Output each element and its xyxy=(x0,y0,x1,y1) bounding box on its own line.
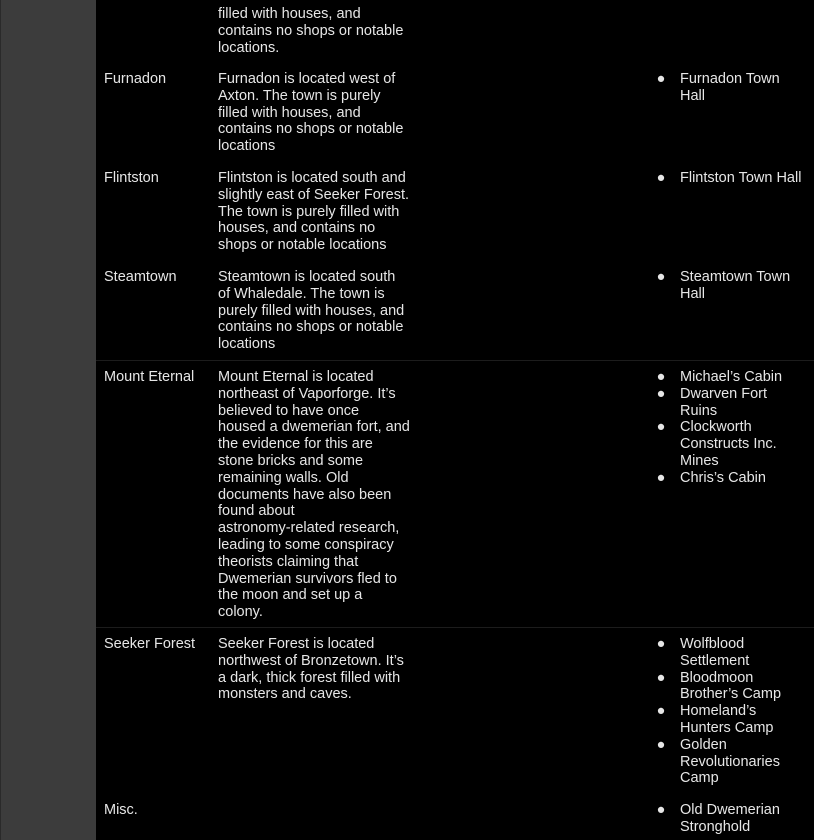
row-description xyxy=(218,636,418,703)
location-text: Wolfblood xyxy=(680,636,745,652)
description-line: monsters and caves. xyxy=(218,686,352,703)
list-item xyxy=(656,269,814,303)
description-line: Flintston is located south and xyxy=(218,170,406,186)
location-text: Michael’s Cabin xyxy=(680,369,783,385)
left-margin-strip xyxy=(0,0,97,840)
table-row-flintston xyxy=(96,160,814,260)
description-line: of Whaledale. The town is xyxy=(218,285,385,302)
description-line: purely filled with houses, and xyxy=(218,302,405,319)
list-item xyxy=(656,670,814,704)
bullet-icon: ● xyxy=(656,269,666,285)
description-line: locations xyxy=(218,138,276,155)
description-line: slightly east of Seeker Forest. xyxy=(218,186,409,203)
location-list xyxy=(656,269,814,303)
list-item xyxy=(656,170,814,187)
description-line: remaining walls. Old xyxy=(218,469,349,486)
location-list xyxy=(656,636,814,787)
list-item xyxy=(656,703,814,737)
description-line: astronomy-related research, xyxy=(218,520,400,537)
location-text: Homeland’s xyxy=(680,703,757,720)
description-line: Mount Eternal is located xyxy=(218,369,374,385)
location-text: Constructs Inc. xyxy=(680,436,777,453)
list-item xyxy=(656,470,814,487)
location-text: Revolutionaries xyxy=(680,753,780,770)
location-text: Settlement xyxy=(680,652,750,669)
description-line: northeast of Vaporforge. It’s xyxy=(218,385,396,402)
description-line: Axton. The town is purely xyxy=(218,87,381,104)
location-text: Brother’s Camp xyxy=(680,686,782,703)
description-line: The town is purely filled with xyxy=(218,203,400,220)
bullet-icon: ● xyxy=(656,419,666,436)
table-row-misc xyxy=(96,794,814,840)
bullet-icon: ● xyxy=(656,669,666,686)
row-description xyxy=(218,369,418,621)
location-text: Stronghold xyxy=(680,818,751,835)
row-description xyxy=(218,71,418,155)
bullet-icon: ● xyxy=(656,703,666,720)
description-line: locations xyxy=(218,336,276,353)
description-line: houses, and contains no xyxy=(218,220,376,237)
list-item xyxy=(656,369,814,386)
document-table xyxy=(96,0,814,840)
description-line: believed to have once xyxy=(218,402,360,419)
location-text: Hunters Camp xyxy=(680,719,774,736)
location-list xyxy=(656,170,814,187)
bullet-icon: ● xyxy=(656,170,666,186)
description-line: the evidence for this are xyxy=(218,436,373,453)
description-line: filled with houses, and xyxy=(218,6,361,22)
description-line: Furnadon is located west of xyxy=(218,71,396,87)
location-text: Steamtown Town xyxy=(680,269,791,285)
bullet-icon: ● xyxy=(656,469,666,486)
list-item xyxy=(656,636,814,670)
list-item xyxy=(656,386,814,420)
location-text: Bloodmoon xyxy=(680,669,754,686)
location-text: Hall xyxy=(680,285,705,302)
description-line: documents have also been xyxy=(218,486,392,503)
row-name: Misc. xyxy=(104,802,138,818)
description-line: Dwemerian survivors fled to xyxy=(218,570,397,587)
location-text: Chris’s Cabin xyxy=(680,469,766,486)
location-text: Old Dwemerian xyxy=(680,802,780,818)
description-line: Steamtown is located south xyxy=(218,269,396,285)
row-name: Mount Eternal xyxy=(104,369,195,385)
description-line: theorists claiming that xyxy=(218,553,359,570)
list-item xyxy=(656,71,814,105)
table-row xyxy=(96,0,814,60)
row-name: Furnadon xyxy=(104,71,167,87)
location-text: Ruins xyxy=(680,402,718,419)
list-item xyxy=(656,419,814,469)
row-description xyxy=(218,170,418,254)
list-item xyxy=(656,737,814,787)
bullet-icon: ● xyxy=(656,369,666,385)
bullet-icon: ● xyxy=(656,71,666,87)
location-list xyxy=(656,71,814,105)
description-line: the moon and set up a xyxy=(218,587,363,604)
description-line: a dark, thick forest filled with xyxy=(218,669,401,686)
table-row-seeker-forest xyxy=(96,627,814,795)
location-text: Furnadon Town xyxy=(680,71,780,87)
row-description xyxy=(218,269,418,353)
table-row-mount-eternal xyxy=(96,360,814,628)
bullet-icon: ● xyxy=(656,636,666,652)
row-name: Seeker Forest xyxy=(104,636,196,652)
description-line: northwest of Bronzetown. It’s xyxy=(218,652,404,669)
description-line: filled with houses, and xyxy=(218,104,361,121)
location-text: Flintston Town Hall xyxy=(680,170,802,186)
bullet-icon: ● xyxy=(656,385,666,402)
description-line: leading to some conspiracy xyxy=(218,536,394,553)
bullet-icon: ● xyxy=(656,736,666,753)
table-row-furnadon xyxy=(96,60,814,160)
location-list xyxy=(656,369,814,487)
description-line: found about xyxy=(218,503,295,520)
description-line: locations. xyxy=(218,39,280,56)
row-name: Steamtown xyxy=(104,269,177,285)
location-text: Clockworth xyxy=(680,419,752,436)
description-line: shops or notable locations xyxy=(218,237,387,254)
description-line: housed a dwemerian fort, and xyxy=(218,419,410,436)
location-list xyxy=(656,802,814,836)
row-description xyxy=(218,6,418,56)
description-line: contains no shops or notable xyxy=(218,319,404,336)
location-text: Dwarven Fort xyxy=(680,385,768,402)
description-line: contains no shops or notable xyxy=(218,22,404,39)
location-text: Golden xyxy=(680,736,727,753)
description-line: contains no shops or notable xyxy=(218,121,404,138)
location-text: Camp xyxy=(680,770,719,787)
location-text: Mines xyxy=(680,452,719,469)
description-line: stone bricks and some xyxy=(218,452,364,469)
list-item xyxy=(656,802,814,836)
description-line: Seeker Forest is located xyxy=(218,636,375,652)
table-row-steamtown xyxy=(96,260,814,360)
description-line: colony. xyxy=(218,604,263,621)
location-text: Hall xyxy=(680,87,705,104)
bullet-icon: ● xyxy=(656,802,666,818)
row-name: Flintston xyxy=(104,170,159,186)
